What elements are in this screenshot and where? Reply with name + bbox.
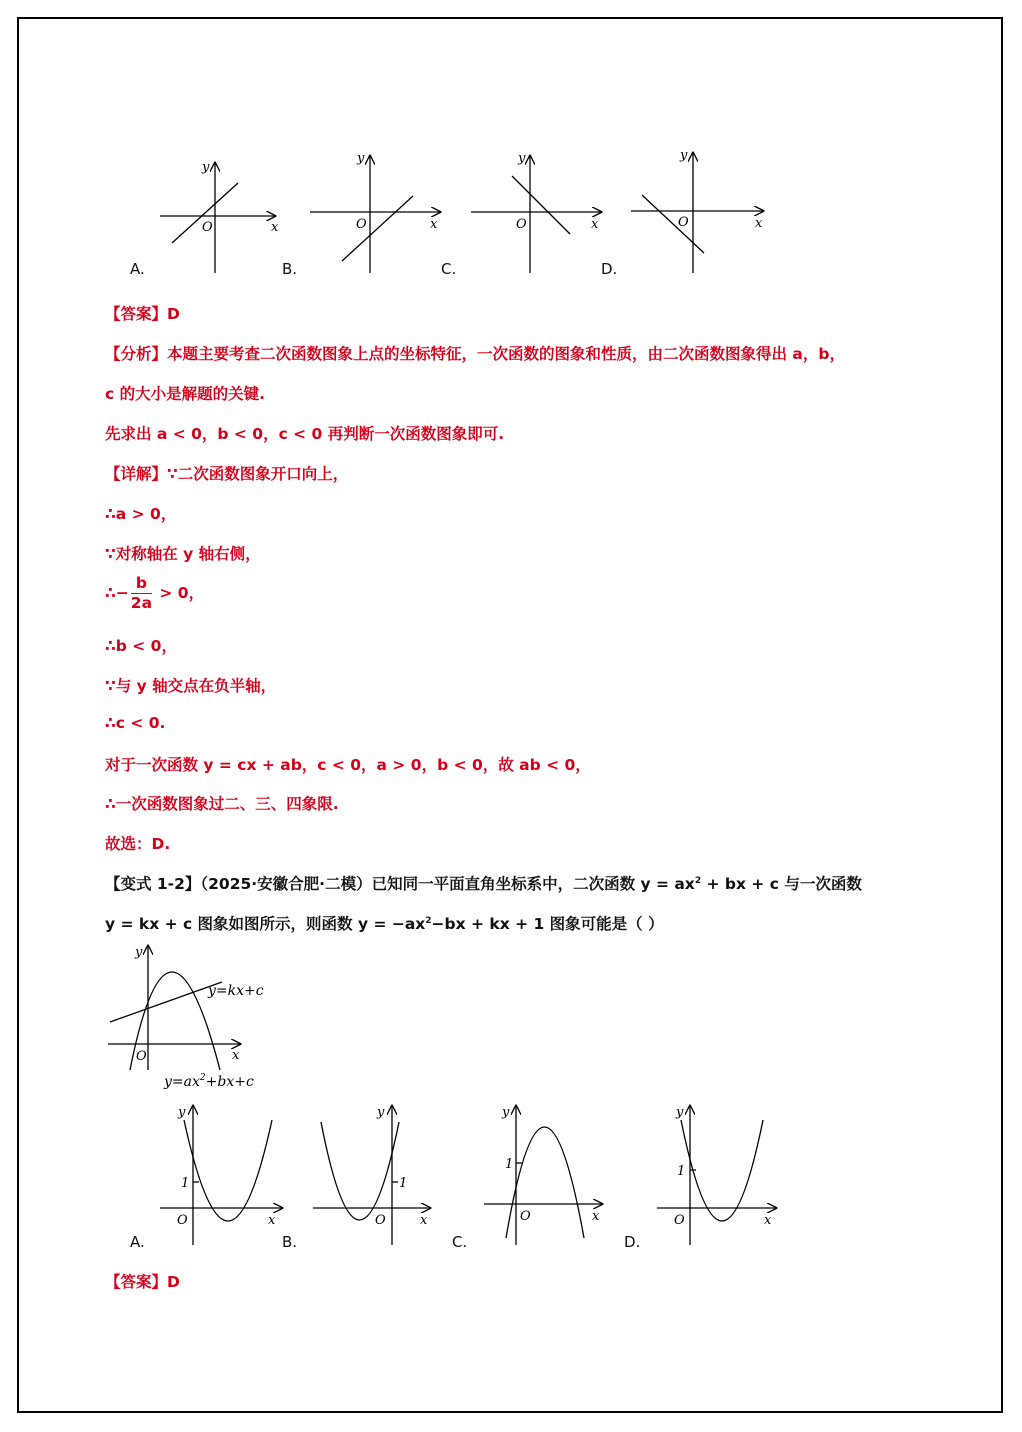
analysis-line-3: 先求出 a < 0，b < 0，c < 0 再判断一次函数图象即可. bbox=[105, 425, 505, 443]
tick-one-label: 1 bbox=[181, 1176, 190, 1191]
y-axis-label: y bbox=[680, 148, 688, 163]
tick-one-label: 1 bbox=[399, 1176, 408, 1191]
answer-2: 【答案】D bbox=[105, 1273, 180, 1291]
q2-option-b-graph bbox=[305, 1100, 445, 1254]
origin-label: O bbox=[136, 1049, 147, 1064]
origin-label: O bbox=[678, 215, 689, 230]
answer-1: 【答案】D bbox=[105, 305, 180, 323]
x-axis-label: x bbox=[430, 217, 438, 232]
q2-option-d-graph bbox=[652, 1100, 792, 1254]
detail-line-10: 故选：D. bbox=[105, 835, 171, 853]
option-c-graph bbox=[466, 148, 606, 282]
option-a-graph bbox=[150, 155, 290, 284]
detail-line-2: ∴a > 0， bbox=[105, 505, 177, 523]
origin-label: O bbox=[520, 1209, 531, 1224]
detail-line-7: ∴c < 0. bbox=[105, 714, 166, 732]
option-b-label: B. bbox=[282, 260, 298, 278]
q2-line2-sup: 2 bbox=[425, 915, 432, 926]
tick-one-label: 1 bbox=[677, 1164, 686, 1179]
x-axis-label: x bbox=[592, 1209, 600, 1224]
x-axis-label: x bbox=[268, 1213, 276, 1228]
q2-option-c-graph bbox=[478, 1100, 618, 1254]
origin-label: O bbox=[516, 217, 527, 232]
y-axis-label: y bbox=[518, 151, 526, 166]
tick-one-label: 1 bbox=[505, 1157, 514, 1172]
y-axis-label: y bbox=[502, 1105, 510, 1120]
q2-line1-sup: 2 bbox=[694, 875, 702, 886]
option-a-label: A. bbox=[130, 260, 145, 278]
x-axis-label: x bbox=[232, 1048, 240, 1063]
q2-option-b-label: B. bbox=[282, 1233, 298, 1251]
origin-label: O bbox=[375, 1213, 386, 1228]
line-function-label: y=kx+c bbox=[208, 983, 264, 999]
q2-line1-pre: 【变式 1-2】（2025·安徽合肥·二模）已知同一平面直角坐标系中，二次函数 y = ax bbox=[105, 875, 695, 893]
y-axis-label: y bbox=[676, 1105, 684, 1120]
q2-option-a-graph bbox=[150, 1100, 290, 1254]
option-b-graph bbox=[305, 148, 445, 282]
x-axis-label: x bbox=[591, 217, 599, 232]
analysis-line-2: c 的大小是解题的关键. bbox=[105, 385, 265, 403]
detail-line-1: 【详解】∵二次函数图象开口向上， bbox=[105, 465, 349, 483]
origin-label: O bbox=[177, 1213, 188, 1228]
y-axis-label: y bbox=[377, 1105, 385, 1120]
q2-line2-pre: y = kx + c 图象如图所示，则函数 y = −ax bbox=[105, 915, 426, 933]
y-axis-label: y bbox=[202, 160, 210, 175]
given-figure bbox=[100, 940, 300, 1099]
detail-line-9: ∴一次函数图象过二、三、四象限. bbox=[105, 795, 339, 813]
x-axis-label: x bbox=[420, 1213, 428, 1228]
y-axis-label: y bbox=[178, 1105, 186, 1120]
detail-line-4 bbox=[105, 576, 204, 611]
fraction-denominator: 2a bbox=[130, 593, 153, 612]
y-axis-label: y bbox=[357, 151, 365, 166]
detail-line-5: ∴b < 0， bbox=[105, 637, 177, 655]
q2-option-d-label: D. bbox=[624, 1233, 641, 1251]
detail-line-8: 对于一次函数 y = cx + ab，c < 0，a > 0，b < 0，故 ab < 0， bbox=[105, 756, 591, 774]
analysis-line-1: 【分析】本题主要考查二次函数图象上点的坐标特征，一次函数的图象和性质，由二次函数图象得出 a，b， bbox=[105, 345, 845, 363]
origin-label: O bbox=[674, 1213, 685, 1228]
detail-line-6: ∵与 y 轴交点在负半轴， bbox=[105, 677, 277, 695]
detail-line-3: ∵对称轴在 y 轴右侧， bbox=[105, 545, 261, 563]
q2-option-a-label: A. bbox=[130, 1233, 145, 1251]
origin-label: O bbox=[356, 217, 367, 232]
fraction-numerator: b bbox=[131, 576, 152, 594]
question-2-line-1 bbox=[105, 872, 862, 894]
q2-line1-post: + bx + c 与一次函数 bbox=[701, 875, 862, 893]
detail-4-prefix: ∴− bbox=[105, 584, 129, 602]
origin-label: O bbox=[202, 220, 213, 235]
question-2-line-2 bbox=[105, 912, 664, 934]
parabola-function-label: $y=ax^2+bx+c$ bbox=[164, 1073, 254, 1090]
option-d-graph bbox=[628, 145, 768, 281]
detail-4-suffix: > 0， bbox=[154, 584, 205, 602]
fraction bbox=[131, 576, 152, 611]
option-d-label: D. bbox=[601, 260, 618, 278]
x-axis-label: x bbox=[271, 220, 279, 235]
q2-option-c-label: C. bbox=[452, 1233, 468, 1251]
y-axis-label: y bbox=[135, 945, 143, 960]
x-axis-label: x bbox=[764, 1213, 772, 1228]
x-axis-label: x bbox=[755, 216, 763, 231]
q2-line2-post: −bx + kx + 1 图象可能是（ ） bbox=[431, 915, 664, 933]
option-c-label: C. bbox=[441, 260, 457, 278]
